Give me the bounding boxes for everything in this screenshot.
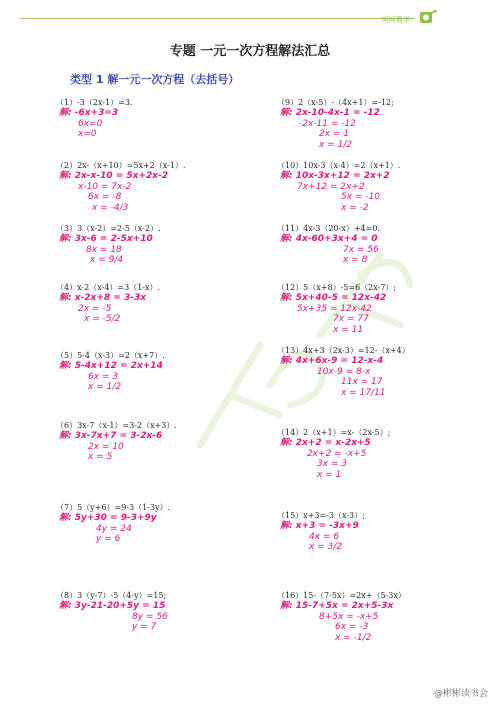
- solution-line: y = 7: [132, 622, 157, 632]
- solution-line: 8+5x = -x+5: [319, 611, 379, 622]
- solution-line: 解: 4x+6x-9 = 12-x-4: [280, 356, 384, 366]
- problem-13: [277, 345, 477, 398]
- solution-line: 解: -6x+3=3: [59, 108, 119, 118]
- problem-14: [277, 427, 477, 480]
- solution-line: x = -1/2: [335, 632, 372, 643]
- solution-line: x = 9/4: [90, 255, 124, 265]
- solution-line: x = -5/2: [84, 314, 121, 324]
- solution-line: x = 11: [333, 324, 364, 335]
- problem-question: （15）x+3=-3（x-3）;: [277, 511, 365, 520]
- problem-2: [56, 160, 256, 213]
- footer-credit: @彬彬读书会: [433, 689, 488, 699]
- problem-question: （9）2（x-5）-（4x+1）=-12;: [277, 98, 394, 107]
- problem-question: （16）15-（7-5x）=2x+（5-3x）: [277, 591, 406, 600]
- solution-line: 3x = 3: [317, 459, 348, 469]
- solution-line: 5x = -10: [341, 192, 381, 202]
- solution-line: 5x+35 = 12x-42: [297, 303, 372, 314]
- solution-line: 7x = 77: [333, 314, 369, 324]
- solution-line: 7x+12 = 2x+2: [297, 181, 365, 192]
- solution-line: 解: 3x-6 = 2-5x+10: [59, 234, 153, 244]
- solution-line: 2x+2 = -x+5: [307, 448, 367, 459]
- solution-line: x = 8: [343, 255, 368, 265]
- solution-line: 7x = 56: [343, 244, 379, 255]
- problem-question: （14）2（x+1）=x-（2x-5）;: [277, 428, 391, 437]
- solution-line: x = 1/2: [319, 139, 353, 150]
- solution-line: 解: 2x-10-4x-1 = -12: [280, 108, 380, 118]
- problem-question: （5）5-4（x-3）=2（x+7）.: [56, 351, 165, 360]
- solution-line: x = 5: [88, 452, 113, 462]
- problem-question: （6）3x-7（x-1）=3-2（x+3）.: [56, 421, 177, 430]
- solution-line: x = 1: [317, 469, 342, 480]
- problem-12: [277, 282, 477, 335]
- problem-16: [277, 590, 477, 643]
- problem-10: [277, 160, 477, 213]
- solution-line: 解: 3y-21-20+5y = 15: [59, 601, 166, 611]
- solution-line: x = -2: [341, 202, 369, 213]
- solution-line: 10x-9 = 8-x: [317, 366, 371, 377]
- header-line: [20, 18, 415, 19]
- solution-line: 6x = -8: [88, 192, 122, 202]
- solution-line: x = 17/11: [341, 387, 386, 398]
- solution-line: 解: 2x+2 = x-2x+5: [280, 438, 371, 448]
- solution-line: 解: 5y+30 = 9-3+9y: [59, 513, 157, 523]
- solution-line: 6x=0: [78, 118, 103, 129]
- solution-line: 解: 5-4x+12 = 2x+14: [59, 361, 163, 371]
- problem-8: [56, 590, 256, 633]
- problem-1: [56, 97, 256, 140]
- problem-question: （10）10x-3（x-4）=2（x+1）.: [277, 161, 401, 170]
- problem-question: （13）4x+3（2x-3）=12-（x+4）: [277, 346, 410, 355]
- solution-line: 11x = 17: [341, 377, 383, 387]
- solution-line: x = 1/2: [88, 382, 122, 392]
- problem-7: [56, 502, 256, 545]
- brand-logo-icon: [418, 8, 438, 24]
- problem-question: （8）3（y-7）-5（4-y）=15;: [56, 591, 167, 600]
- problem-6: [56, 420, 256, 463]
- problem-question: （2）2x-（x+10）=5x+2（x-1）.: [56, 161, 186, 170]
- solution-line: 8x = 18: [86, 244, 122, 255]
- problem-question: （1）-3（2x-1）=3.: [56, 98, 133, 107]
- solution-line: 解: 15-7+5x = 2x+5-3x: [280, 601, 394, 611]
- solution-line: 2x = 1: [319, 129, 350, 139]
- solution-line: 8y = 56: [132, 611, 168, 622]
- solution-line: x = 3/2: [309, 542, 343, 552]
- solution-line: x=0: [78, 129, 97, 139]
- header-brand: 呵呵教学: [382, 16, 410, 24]
- section-heading: 类型 1 解一元一次方程（去括号）: [70, 73, 240, 86]
- solution-line: 6x = 3: [88, 371, 119, 382]
- solution-line: y = 6: [96, 534, 121, 544]
- solution-line: 解: 5x+40-5 = 12x-42: [280, 293, 387, 303]
- solution-line: 2x = 10: [88, 441, 124, 452]
- solution-line: 4x = 6: [309, 531, 340, 542]
- solution-line: 解: 3x-7x+7 = 3-2x-6: [59, 431, 163, 441]
- solution-line: 解: 4x-60+3x+4 = 0: [280, 234, 378, 244]
- problem-question: （7）5（y+6）=9-3（1-3y）.: [56, 503, 171, 512]
- solution-line: 解: 10x-3x+12 = 2x+2: [280, 171, 390, 181]
- problem-question: （12）5（x+8）-5=6（2x-7）;: [277, 283, 397, 292]
- problem-15: [277, 510, 477, 553]
- solution-line: 2x = -5: [78, 303, 112, 314]
- page-title: 专题 一元一次方程解法汇总: [169, 44, 331, 59]
- problem-9: [277, 97, 477, 150]
- solution-line: 解: x-2x+8 = 3-3x: [59, 293, 147, 303]
- problem-3: [56, 223, 256, 266]
- problem-question: （4）x-2（x-4）=3（1-x）.: [56, 283, 161, 292]
- problem-5: [56, 350, 256, 393]
- solution-line: x = -4/3: [92, 202, 129, 213]
- solution-line: -2x-11 = -12: [299, 118, 356, 129]
- problem-question: （3）3（x-2）=2-5（x-2）.: [56, 224, 161, 233]
- problem-4: [56, 282, 256, 325]
- problem-11: [277, 223, 477, 266]
- solution-line: 解: 2x-x-10 = 5x+2x-2: [59, 171, 169, 181]
- solution-line: 6x = -3: [335, 622, 369, 632]
- solution-line: x-10 = 7x-2: [78, 181, 132, 192]
- problem-question: （11）4x-3（20-x）+4=0.: [277, 224, 380, 233]
- solution-line: 解: x+3 = -3x+9: [280, 521, 359, 531]
- solution-line: 4y = 24: [96, 523, 132, 534]
